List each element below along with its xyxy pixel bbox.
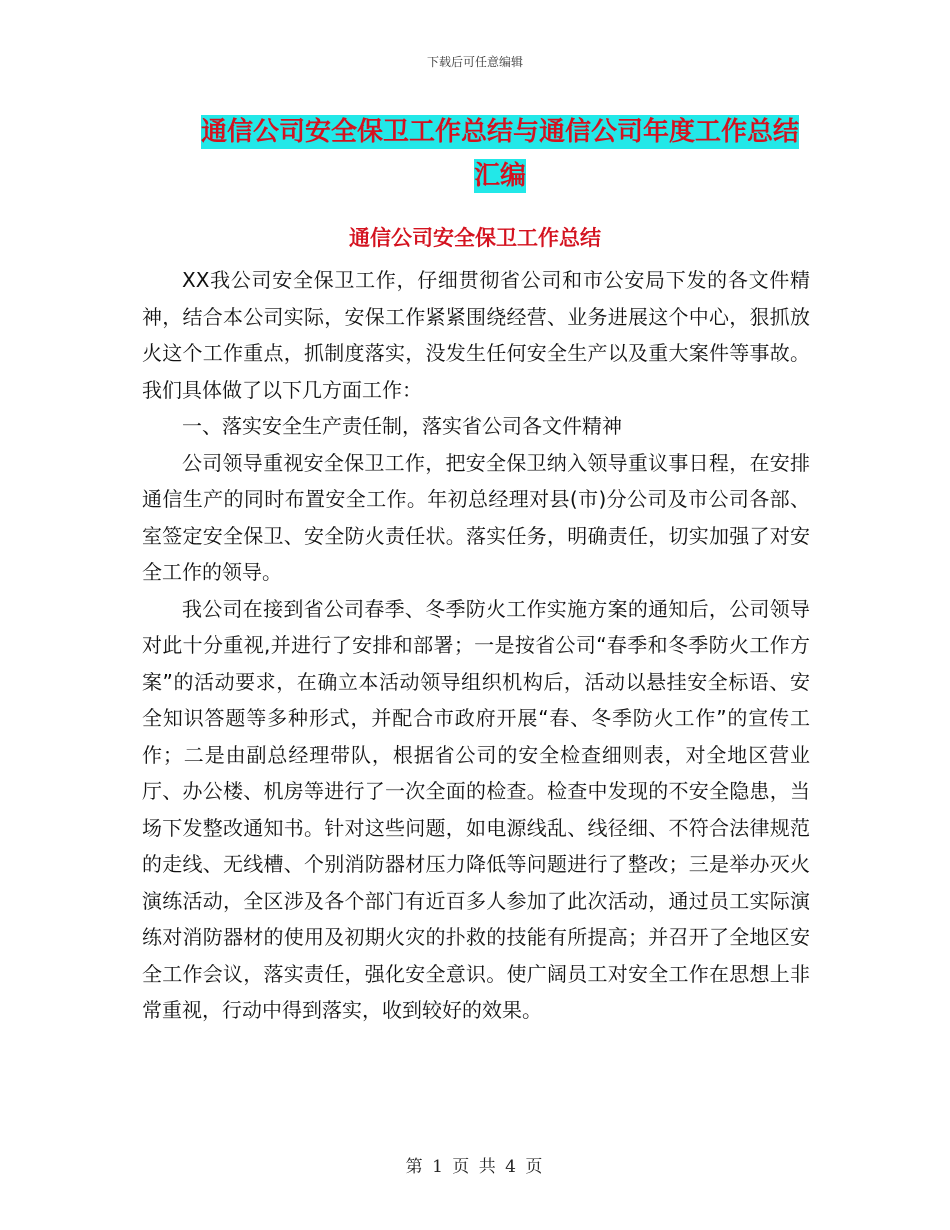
paragraph-leadership: 公司领导重视安全保卫工作，把安全保卫纳入领导重议事日程，在安排通信生产的同时布置安全工作。年初总经理对县(市)分公司及市公司各部、室签定安全保卫、安全防火责任状。落实任务，明确责任，切实加强了对安全工作的领导。 — [142, 450, 810, 584]
document-title-line-2: 汇编 — [473, 161, 526, 191]
document-body — [142, 262, 810, 1029]
paragraph-fire-prevention: 我公司在接到省公司春季、冬季防火工作实施方案的通知后，公司领导对此十分重视,并进行了安排和部署；一是按省公司“春季和冬季防火工作方案”的活动要求，在确立本活动领导组织机构后，活动以悬挂安全标语、安全知识答题等多种形式，并配合市政府开展“春、冬季防火工作”的宣传工作；二是由副总经理带队，根据省公司的安全检查细则表，对全地区营业厅、办公楼、机房等进行了一次全面的检查。检查中发现的不安全隐患，当场下发整改通知书。针对这些问题，如电源线乱、线径细、不符合法律规范的走线、无线槽、个别消防器材压力降低等问题进行了整改；三是举办灭火演练活动，全区涉及各个部门有近百多人参加了此次活动，通过员工实际演练对消防器材的使用及初期火灾的扑救的技能有所提高；并召开了全地区安全工作会议，落实责任，强化安全意识。使广阔员工对安全工作在思想上非常重视，行动中得到落实，收到较好的效果。 — [142, 596, 810, 1022]
paragraph-heading-1: 一、落实安全生产责任制，落实省公司各文件精神 — [182, 414, 622, 438]
paragraph-intro: XX我公司安全保卫工作，仔细贯彻省公司和市公安局下发的各文件精神，结合本公司实际，安保工作紧紧围绕经营、业务进展这个中心，狠抓放火这个工作重点，抓制度落实，没发生任何安全生产以及重大案件等事故。我们具体做了以下几方面工作： — [142, 268, 810, 402]
section-title: 通信公司安全保卫工作总结 — [349, 226, 601, 250]
document-title-line-1: 通信公司安全保卫工作总结与通信公司年度工作总结 — [200, 117, 799, 147]
document-title — [140, 110, 860, 198]
page-indicator: 第 1 页 共 4 页 — [405, 1157, 545, 1177]
header-note: 下载后可任意编辑 — [426, 55, 523, 69]
